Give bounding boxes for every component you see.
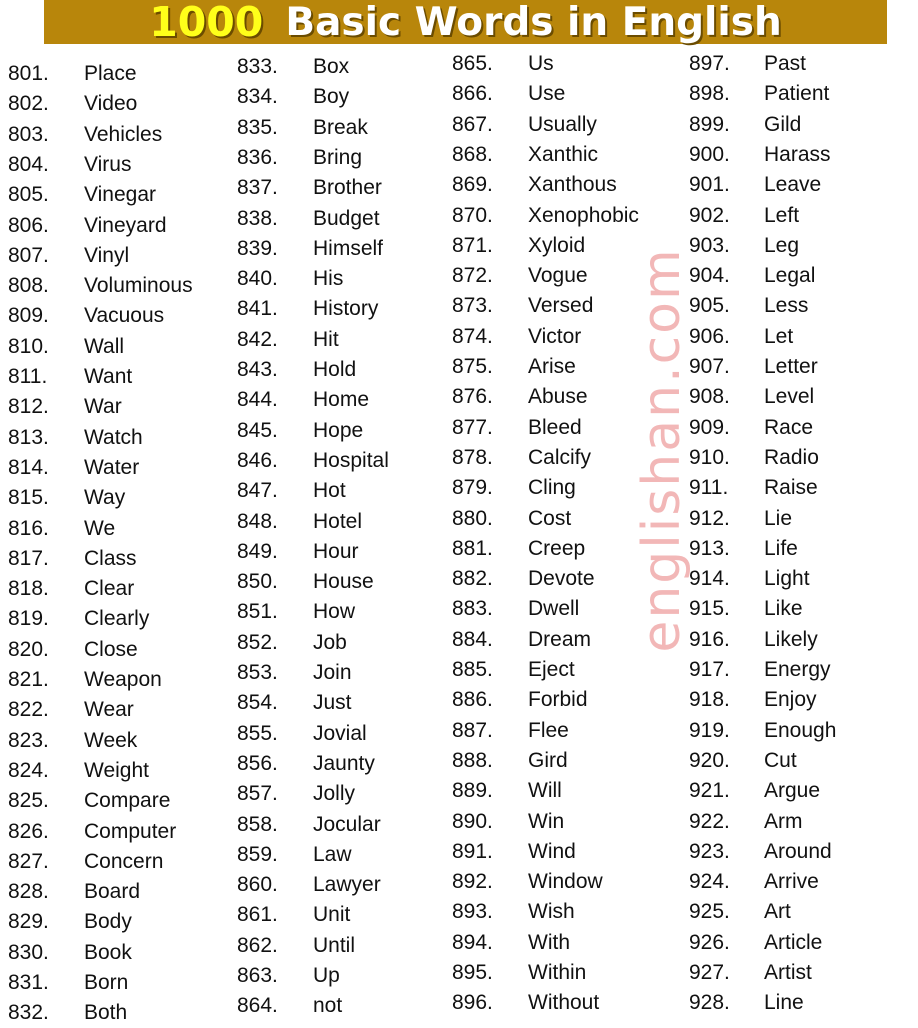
word-number: 851. — [237, 600, 278, 624]
word-number: 928. — [689, 991, 730, 1015]
word-text: Art — [764, 900, 791, 924]
word-text: Energy — [764, 658, 831, 681]
word-text: Article — [764, 930, 823, 954]
word-number: 876. — [452, 385, 493, 409]
word-number: 923. — [689, 839, 730, 863]
word-text: Usually — [528, 112, 597, 136]
word-text: Without — [528, 991, 600, 1015]
word-number: 844. — [237, 388, 278, 412]
word-text: Xanthous — [528, 173, 617, 197]
word-text: Past — [764, 52, 807, 75]
word-text: Gild — [764, 112, 802, 136]
word-text: War — [84, 395, 122, 419]
word-number: 816. — [8, 516, 49, 540]
word-number: 802. — [8, 92, 49, 116]
word-number: 868. — [452, 142, 493, 166]
word-number: 847. — [237, 479, 278, 503]
word-number: 916. — [689, 627, 730, 651]
word-number: 910. — [689, 445, 730, 469]
word-text: Argue — [764, 779, 821, 803]
word-number: 898. — [689, 82, 730, 106]
title-banner — [44, 0, 887, 44]
word-number: 826. — [8, 819, 49, 843]
title-text: Basic Words in English — [285, 0, 782, 45]
word-number: 914. — [689, 567, 730, 591]
word-number: 819. — [8, 607, 49, 631]
word-text: Enjoy — [764, 688, 817, 712]
word-text: Join — [313, 661, 352, 684]
word-text: Xenophobic — [528, 203, 639, 227]
word-number: 918. — [689, 688, 730, 712]
word-number: 822. — [8, 698, 49, 722]
word-text: Vineyard — [84, 213, 167, 237]
word-number: 803. — [8, 122, 49, 146]
word-text: Break — [313, 115, 368, 139]
word-number: 891. — [452, 839, 493, 863]
word-text: Within — [528, 961, 587, 984]
word-text: Place — [84, 62, 137, 85]
word-number: 909. — [689, 415, 730, 439]
word-number: 818. — [8, 577, 49, 601]
word-number: 888. — [452, 748, 493, 772]
word-text: Cut — [764, 748, 797, 772]
word-text: Let — [764, 324, 794, 348]
word-text: History — [313, 297, 379, 321]
word-number: 873. — [452, 294, 493, 318]
word-text: Hotel — [313, 509, 363, 533]
word-text: Legal — [764, 264, 816, 288]
word-number: 814. — [8, 455, 49, 479]
word-text: Level — [764, 385, 815, 409]
word-number: 855. — [237, 721, 278, 745]
word-number: 889. — [452, 779, 493, 803]
word-text: Weapon — [84, 668, 162, 691]
word-number: 825. — [8, 789, 49, 813]
word-text: Vogue — [528, 264, 588, 288]
word-number: 820. — [8, 637, 49, 661]
word-number: 878. — [452, 445, 493, 469]
word-number: 813. — [8, 425, 49, 449]
word-text: Artist — [764, 961, 812, 984]
word-number: 806. — [8, 213, 49, 237]
word-text: Lawyer — [313, 873, 381, 897]
word-number: 903. — [689, 233, 730, 257]
word-text: Water — [84, 455, 140, 479]
word-number: 899. — [689, 112, 730, 136]
word-text: Dwell — [528, 597, 580, 621]
word-number: 895. — [452, 961, 493, 984]
word-text: Victor — [528, 324, 582, 348]
word-text: House — [313, 570, 374, 594]
word-number: 801. — [8, 62, 49, 85]
word-number: 815. — [8, 486, 49, 510]
word-text: Life — [764, 536, 798, 560]
word-number: 867. — [452, 112, 493, 136]
word-text: Just — [313, 691, 352, 715]
word-number: 908. — [689, 385, 730, 409]
word-number: 892. — [452, 870, 493, 894]
word-number: 839. — [237, 236, 278, 260]
word-number: 843. — [237, 358, 278, 381]
word-text: Arm — [764, 809, 803, 833]
word-number: 877. — [452, 415, 493, 439]
word-number: 863. — [237, 964, 278, 987]
word-number: 848. — [237, 509, 278, 533]
word-text: Hope — [313, 418, 364, 442]
word-number: 915. — [689, 597, 730, 621]
word-number: 920. — [689, 748, 730, 772]
word-text: Want — [84, 365, 133, 388]
word-number: 824. — [8, 758, 49, 782]
word-text: Computer — [84, 819, 177, 843]
word-text: Leave — [764, 173, 822, 197]
word-number: 902. — [689, 203, 730, 227]
word-text: Letter — [764, 355, 818, 378]
word-text: Abuse — [528, 385, 588, 409]
word-text: Creep — [528, 536, 586, 560]
word-text: Calcify — [528, 445, 592, 469]
word-text: Like — [764, 597, 803, 621]
word-number: 841. — [237, 297, 278, 321]
word-number: 913. — [689, 536, 730, 560]
word-number: 837. — [237, 176, 278, 200]
word-number: 880. — [452, 506, 493, 530]
word-text: Until — [313, 933, 356, 957]
word-number: 823. — [8, 728, 49, 752]
word-number: 869. — [452, 173, 493, 197]
word-text: Cling — [528, 476, 576, 500]
word-number: 835. — [237, 115, 278, 139]
word-text: Gird — [528, 748, 568, 772]
word-number: 832. — [8, 1001, 49, 1025]
word-text: Bleed — [528, 415, 582, 439]
word-number: 864. — [237, 994, 278, 1018]
word-text: Cost — [528, 506, 572, 530]
word-text: We — [84, 516, 116, 540]
word-text: not — [313, 994, 343, 1018]
word-text: Born — [84, 971, 129, 994]
word-number: 921. — [689, 779, 730, 803]
word-number: 850. — [237, 570, 278, 594]
title-number: 1000 — [149, 0, 264, 46]
word-text: Clear — [84, 577, 135, 601]
word-number: 927. — [689, 961, 730, 984]
word-text: Arise — [528, 355, 576, 378]
word-text: Board — [84, 880, 141, 904]
word-number: 831. — [8, 971, 49, 994]
word-number: 854. — [237, 691, 278, 715]
word-number: 821. — [8, 668, 49, 691]
word-text: Window — [528, 870, 603, 894]
word-text: Win — [528, 809, 565, 833]
word-number: 859. — [237, 842, 278, 866]
word-text: Hit — [313, 327, 339, 351]
word-text: Jocular — [313, 812, 381, 836]
word-number: 829. — [8, 910, 49, 934]
word-text: Both — [84, 1001, 128, 1025]
word-number: 887. — [452, 718, 493, 742]
word-text: Flee — [528, 718, 569, 742]
word-text: Class — [84, 546, 137, 570]
word-text: Wall — [84, 334, 125, 358]
word-text: Around — [764, 839, 832, 863]
word-text: Budget — [313, 206, 380, 230]
word-number: 904. — [689, 264, 730, 288]
word-text: Light — [764, 567, 810, 591]
word-text: Less — [764, 294, 809, 318]
word-number: 881. — [452, 536, 493, 560]
word-text: Arrive — [764, 870, 819, 894]
word-text: Jaunty — [313, 751, 375, 775]
word-number: 811. — [8, 365, 48, 388]
word-text: Vehicles — [84, 122, 163, 146]
word-text: Weight — [84, 758, 149, 782]
word-number: 874. — [452, 324, 493, 348]
word-text: Law — [313, 842, 352, 866]
word-number: 812. — [8, 395, 49, 419]
word-number: 861. — [237, 903, 278, 927]
word-number: 849. — [237, 539, 278, 563]
word-number: 838. — [237, 206, 278, 230]
word-number: 856. — [237, 751, 278, 775]
word-text: Vinyl — [84, 243, 130, 267]
word-text: With — [528, 930, 570, 954]
word-text: Voluminous — [84, 274, 193, 298]
word-text: Versed — [528, 294, 594, 318]
word-text: Himself — [313, 236, 384, 260]
word-number: 805. — [8, 183, 49, 207]
word-number: 852. — [237, 630, 278, 654]
word-number: 866. — [452, 82, 493, 106]
word-number: 900. — [689, 142, 730, 166]
word-number: 905. — [689, 294, 730, 318]
word-number: 886. — [452, 688, 493, 712]
word-text: Job — [313, 630, 347, 654]
word-text: Virus — [84, 152, 132, 176]
word-number: 865. — [452, 52, 493, 75]
word-number: 925. — [689, 900, 730, 924]
word-number: 924. — [689, 870, 730, 894]
word-number: 907. — [689, 355, 730, 378]
word-text: Xanthic — [528, 142, 599, 166]
word-number: 885. — [452, 658, 493, 681]
word-text: Hospital — [313, 448, 389, 472]
word-text: Xyloid — [528, 233, 586, 257]
word-text: Will — [528, 779, 562, 803]
word-number: 906. — [689, 324, 730, 348]
word-text: Video — [84, 92, 138, 116]
word-number: 827. — [8, 849, 49, 873]
word-number: 817. — [8, 546, 49, 570]
word-number: 897. — [689, 52, 730, 75]
word-text: His — [313, 267, 344, 291]
word-text: Devote — [528, 567, 595, 591]
word-text: Leg — [764, 233, 800, 257]
word-text: Clearly — [84, 607, 150, 631]
word-text: Hot — [313, 479, 346, 503]
word-number: 840. — [237, 267, 278, 291]
word-text: Left — [764, 203, 800, 227]
word-text: Close — [84, 637, 138, 661]
word-number: 853. — [237, 661, 278, 684]
word-number: 857. — [237, 782, 278, 806]
word-text: Book — [84, 940, 132, 964]
word-number: 911. — [689, 476, 729, 500]
word-text: Us — [528, 52, 554, 75]
word-text: Forbid — [528, 688, 588, 712]
word-text: Raise — [764, 476, 818, 500]
word-number: 875. — [452, 355, 493, 378]
word-text: Wear — [84, 698, 134, 722]
word-number: 836. — [237, 145, 278, 169]
word-number: 845. — [237, 418, 278, 442]
word-number: 890. — [452, 809, 493, 833]
word-text: Box — [313, 55, 350, 78]
word-text: Watch — [84, 425, 143, 449]
word-text: Bring — [313, 145, 363, 169]
word-text: Hold — [313, 358, 357, 381]
word-number: 833. — [237, 55, 278, 78]
word-text: Patient — [764, 82, 830, 106]
word-text: Body — [84, 910, 132, 934]
word-number: 871. — [452, 233, 493, 257]
word-text: Radio — [764, 445, 819, 469]
word-number: 808. — [8, 274, 49, 298]
word-text: Enough — [764, 718, 837, 742]
word-number: 883. — [452, 597, 493, 621]
word-text: Wish — [528, 900, 575, 924]
word-number: 894. — [452, 930, 493, 954]
word-number: 842. — [237, 327, 278, 351]
word-text: Brother — [313, 176, 382, 200]
word-number: 846. — [237, 448, 278, 472]
word-number: 809. — [8, 304, 49, 328]
word-text: Compare — [84, 789, 171, 813]
word-text: Lie — [764, 506, 793, 530]
word-number: 922. — [689, 809, 730, 833]
word-number: 884. — [452, 627, 493, 651]
word-text: Up — [313, 964, 340, 987]
word-number: 804. — [8, 152, 49, 176]
word-number: 862. — [237, 933, 278, 957]
word-text: How — [313, 600, 356, 624]
word-number: 858. — [237, 812, 278, 836]
word-number: 872. — [452, 264, 493, 288]
word-text: Boy — [313, 85, 350, 109]
word-number: 807. — [8, 243, 49, 267]
word-text: Wind — [528, 839, 576, 863]
word-number: 834. — [237, 85, 278, 109]
word-text: Dream — [528, 627, 592, 651]
word-text: Week — [84, 728, 138, 752]
word-number: 860. — [237, 873, 278, 897]
word-number: 919. — [689, 718, 730, 742]
word-number: 893. — [452, 900, 493, 924]
word-number: 810. — [8, 334, 49, 358]
word-text: Concern — [84, 849, 164, 873]
word-number: 896. — [452, 991, 493, 1015]
word-text: Likely — [764, 627, 818, 651]
word-number: 917. — [689, 658, 730, 681]
word-text: Use — [528, 82, 566, 106]
word-number: 870. — [452, 203, 493, 227]
word-text: Unit — [313, 903, 351, 927]
word-text: Jolly — [313, 782, 356, 806]
word-text: Way — [84, 486, 126, 510]
word-text: Hour — [313, 539, 359, 563]
word-text: Harass — [764, 142, 831, 166]
word-number: 882. — [452, 567, 493, 591]
word-text: Line — [764, 991, 804, 1015]
word-number: 926. — [689, 930, 730, 954]
word-text: Race — [764, 415, 814, 439]
word-text: Jovial — [313, 721, 367, 745]
word-number: 830. — [8, 940, 49, 964]
word-text: Vacuous — [84, 304, 165, 328]
watermark-text: englishan.com — [632, 247, 692, 653]
word-text: Home — [313, 388, 370, 412]
word-number: 828. — [8, 880, 49, 904]
word-number: 912. — [689, 506, 730, 530]
word-number: 879. — [452, 476, 493, 500]
word-number: 901. — [689, 173, 730, 197]
word-text: Eject — [528, 658, 575, 681]
word-text: Vinegar — [84, 183, 157, 207]
